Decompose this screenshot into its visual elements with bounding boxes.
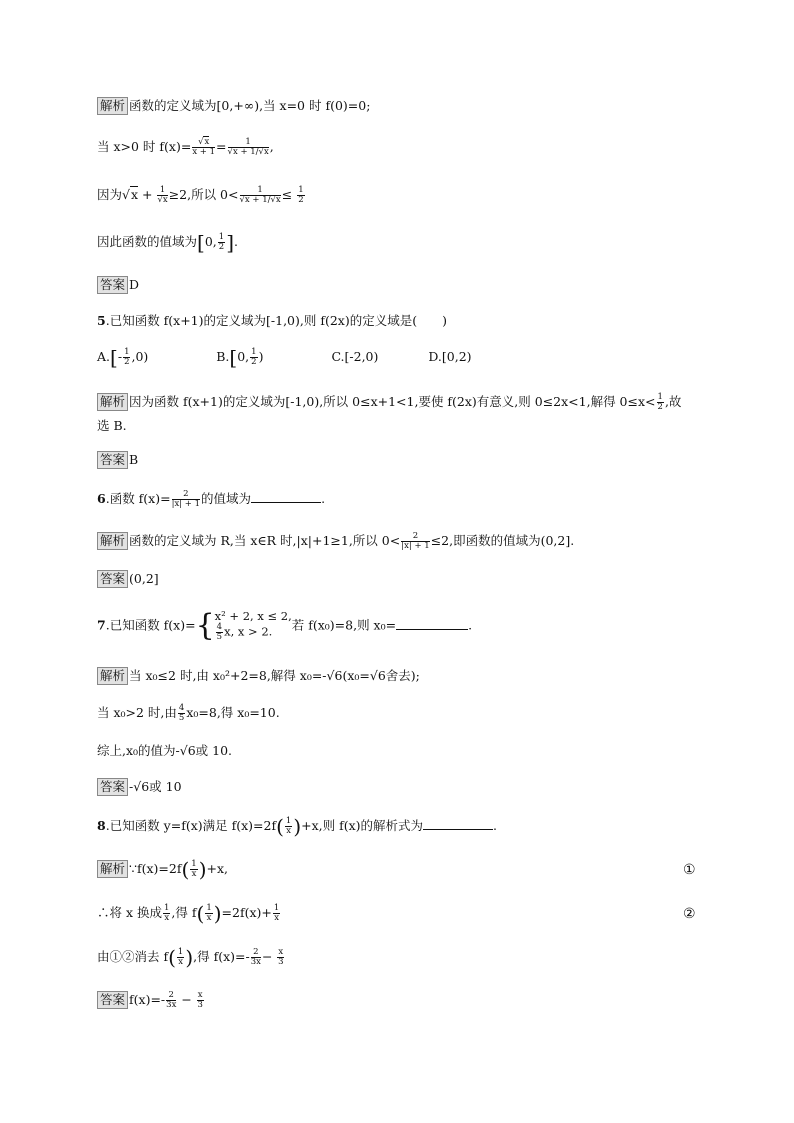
- equation-mark-2: ②: [683, 906, 696, 922]
- q5-analysis-line2: 选 B.: [97, 418, 127, 433]
- q7-analysis-line3: 综上,x₀的值为-√6或 10.: [97, 743, 233, 758]
- answer-tag: 答案: [97, 778, 128, 796]
- q5-analysis-line1: 解析 因为函数 f(x+1)的定义域为[-1,0),所以 0≤x+1<1,要使 f(2x)有意义,则 0≤2x<1,解得 0≤x< $\frac{1}{2}$ ,故: [97, 393, 681, 412]
- q5-options: A.[- $\frac{1}{2}$ ,0) B.[0, $\frac{1}{2}$ ) C.[-2,0) D.[0,2): [97, 345, 472, 370]
- analysis-tag: 解析: [97, 393, 128, 411]
- q8-analysis-line3: 由①②消去 f( $\frac{1}{x}$ ),得 f(x)=- $\frac{2}{3x}$ − $\frac{x}{3}$: [97, 945, 284, 970]
- q7-answer: 答案 -√6或 10: [97, 778, 182, 796]
- analysis-tag: 解析: [97, 97, 128, 115]
- q4-analysis-line4: 因此函数的值域为[0, $\frac{1}{2}$ ].: [97, 230, 238, 255]
- q8-answer: 答案 f(x)=- $\frac{2}{3x}$ − $\frac{x}{3}$: [97, 991, 205, 1010]
- q4-answer: 答案 D: [97, 276, 139, 294]
- q8-stem: 8.已知函数 y=f(x)满足 f(x)=2f( $\frac{1}{x}$ )+x,则 f(x)的解析式为 .: [97, 814, 498, 839]
- answer-tag: 答案: [97, 991, 128, 1009]
- q6-stem: 6.函数 f(x)= $\frac{2}{|x| + 1}$ 的值域为 .: [97, 489, 326, 509]
- q4-analysis-line2: 当 x>0 时 f(x)= $\frac{√x}{x + 1}$ = $\frac{1}{√x + 1/√x}$ ,: [97, 137, 274, 157]
- q6-answer: 答案 (0,2]: [97, 570, 159, 588]
- q4-analysis-line1: 解析 函数的定义域为[0,+∞),当 x=0 时 f(0)=0;: [97, 97, 370, 115]
- q6-analysis: 解析 函数的定义域为 R,当 x∈R 时,|x|+1≥1,所以 0< $\frac{2}{|x| + 1}$ ≤2,即函数的值域为(0,2].: [97, 532, 574, 551]
- equation-mark-1: ①: [683, 862, 696, 878]
- answer-tag: 答案: [97, 570, 128, 588]
- answer-tag: 答案: [97, 276, 128, 294]
- analysis-tag: 解析: [97, 667, 128, 685]
- answer-tag: 答案: [97, 451, 128, 469]
- fraction: $\frac{√x}{x + 1}$: [192, 137, 216, 157]
- q7-analysis-line2: 当 x₀>2 时,由 $\frac{4}{5}$ x₀=8,得 x₀=10.: [97, 703, 280, 723]
- q7-stem: 7.已知函数 f(x)={ x² + 2, x ≤ 2, $\frac{4}{5}$ x, x > 2. 若 f(x₀)=8,则 x₀= .: [97, 608, 473, 643]
- q4-analysis-line3: 因为√x + $\frac{1}{√x}$ ≥2,所以 0< $\frac{1}{√x + 1/√x}$ ≤ $\frac{1}{2}$: [97, 185, 304, 205]
- q8-analysis-line1: 解析 ∵f(x)=2f( $\frac{1}{x}$ )+x,: [97, 860, 228, 879]
- analysis-tag: 解析: [97, 532, 128, 550]
- fraction: $\frac{1}{√x + 1/√x}$: [227, 137, 269, 157]
- q5-answer: 答案 B: [97, 451, 138, 469]
- q7-analysis-line1: 解析 当 x₀≤2 时,由 x₀²+2=8,解得 x₀=-√6(x₀=√6舍去);: [97, 667, 420, 685]
- analysis-tag: 解析: [97, 860, 128, 878]
- q8-analysis-line2: ∴将 x 换成 $\frac{1}{x}$ ,得 f( $\frac{1}{x}$ )=2f(x)+ $\frac{1}{x}$: [97, 901, 280, 926]
- piecewise-cases: x² + 2, x ≤ 2, $\frac{4}{5}$ x, x > 2.: [214, 609, 292, 642]
- q5-stem: 5.已知函数 f(x+1)的定义域为[-1,0),则 f(2x)的定义域是( ): [97, 313, 447, 328]
